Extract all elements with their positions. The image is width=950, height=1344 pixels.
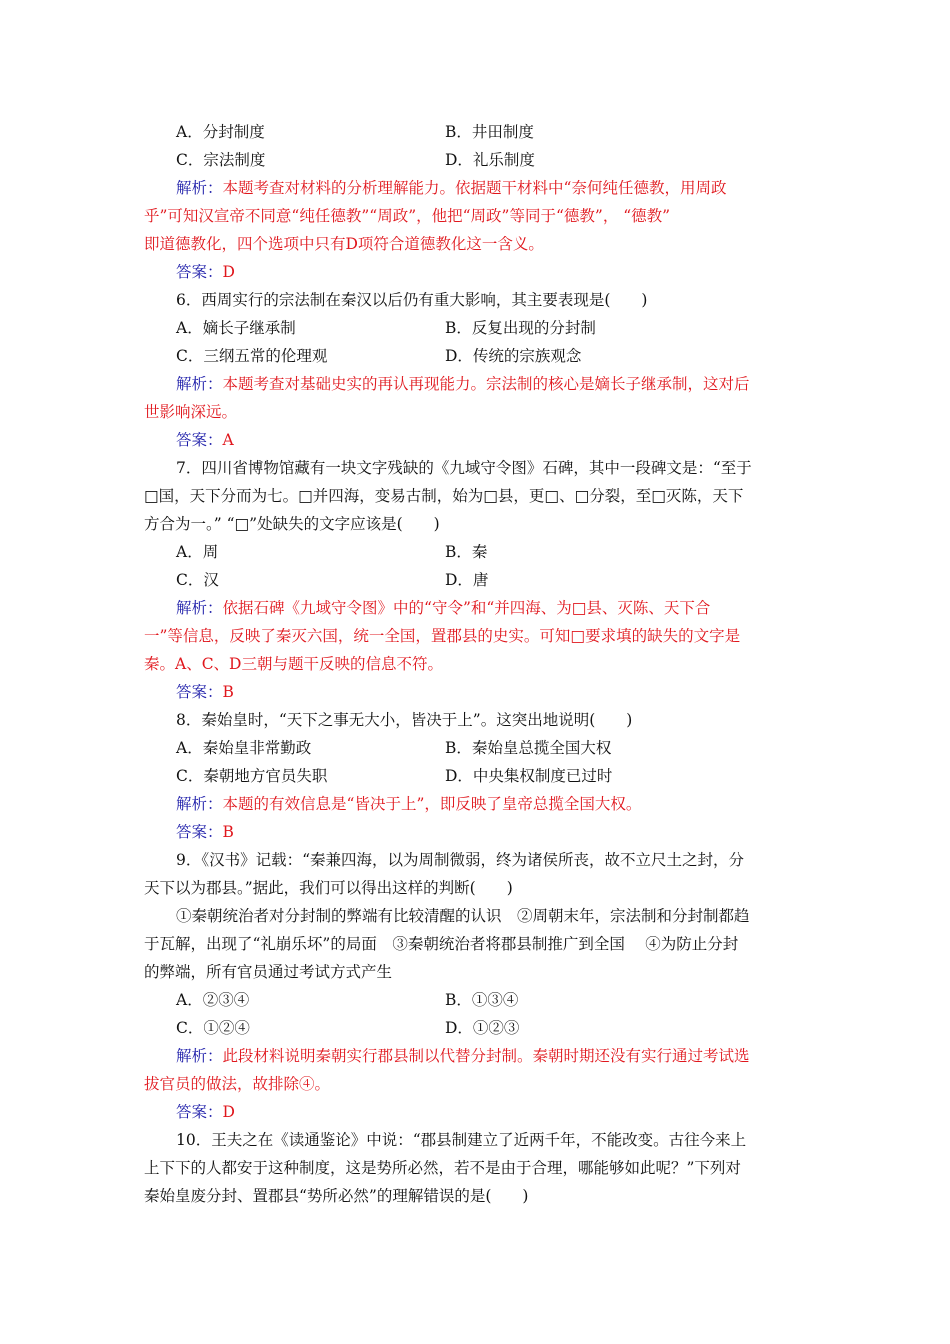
q9-option-c: C．①②④	[176, 1019, 250, 1037]
q9-option-b: B．①③④	[445, 991, 519, 1009]
q6-answer-label: 答案：	[176, 431, 223, 449]
q8-options-row-1	[0, 734, 950, 762]
q8-answer-value: B	[222, 823, 234, 841]
q9-items-line-2	[0, 930, 950, 958]
q8-option-d: D．中央集权制度已过时	[445, 767, 613, 785]
q9-options-row-2	[0, 1014, 950, 1042]
q6-options-row-2	[0, 342, 950, 370]
q8-analysis-text: 本题的有效信息是“皆决于上”，即反映了皇帝总揽全国大权。	[222, 795, 642, 813]
q9-items-text: 的弊端，所有官员通过考试方式产生	[144, 963, 393, 981]
q6-analysis-line-1	[0, 370, 950, 398]
q7-analysis-text: 秦。A、C、D三朝与题干反映的信息不符。	[144, 655, 443, 673]
q5-analysis-text: 乎”可知汉宣帝不同意“纯任德教”“周政”，他把“周政”等同于“德教”， “德教”	[144, 207, 671, 225]
q8-answer-label: 答案：	[176, 823, 223, 841]
q6-analysis-text: 本题考查对基础史实的再认再现能力。宗法制的核心是嫡长子继承制，这对后	[222, 375, 750, 393]
q7-analysis-text: 一”等信息，反映了秦灭六国，统一全国，置郡县的史实。可知□要求填的缺失的文字是	[144, 627, 741, 645]
q5-answer-label: 答案：	[176, 263, 223, 281]
q5-analysis-text: 本题考查对材料的分析理解能力。依据题干材料中“奈何纯任德教，用周政	[222, 179, 727, 197]
q10-stem-line-2	[0, 1154, 950, 1182]
q5-option-c: C．宗法制度	[176, 151, 266, 169]
q9-analysis-line-2	[0, 1070, 950, 1098]
q9-items-text: 于瓦解，出现了“礼崩乐坏”的局面 ③秦朝统治者将郡县制推广到全国 ④为防止分封	[144, 935, 739, 953]
q6-option-c: C．三纲五常的伦理观	[176, 347, 328, 365]
q8-analysis-label: 解析：	[176, 795, 223, 813]
q7-analysis-line-2	[0, 622, 950, 650]
q9-items-line-3	[0, 958, 950, 986]
q10-stem-line-3	[0, 1182, 950, 1210]
q7-options-row-1	[0, 538, 950, 566]
q6-answer-value: A	[222, 431, 234, 449]
q6-analysis-line-2	[0, 398, 950, 426]
q9-option-a: A．②③④	[176, 991, 250, 1009]
q9-answer-value: D	[222, 1103, 235, 1121]
q9-stem-text: 9．《汉书》记载：“秦兼四海，以为周制微弱，终为诸侯所丧，故不立尺土之封，分	[176, 851, 745, 869]
q9-stem-line-2	[0, 874, 950, 902]
q7-stem-text: 方合为一。” “□”处缺失的文字应该是( )	[144, 515, 440, 533]
q7-analysis-text: 依据石碑《九域守令图》中的“守令”和“并四海、为□县、灭陈、天下合	[222, 599, 711, 617]
q5-options-row-1	[0, 118, 950, 146]
q5-answer-value: D	[222, 263, 235, 281]
q8-stem-text: 8．秦始皇时，“天下之事无大小，皆决于上”。这突出地说明( )	[176, 711, 633, 729]
q6-analysis-text: 世影响深远。	[144, 403, 238, 421]
q6-option-b: B．反复出现的分封制	[445, 319, 596, 337]
q6-stem-text: 6．西周实行的宗法制在秦汉以后仍有重大影响，其主要表现是( )	[176, 291, 648, 309]
q5-answer	[0, 258, 950, 286]
q7-option-a: A．周	[176, 543, 219, 561]
q5-analysis-line-1	[0, 174, 950, 202]
q7-analysis-line-3	[0, 650, 950, 678]
q7-stem-text: 7．四川省博物馆藏有一块文字残缺的《九域守令图》石碑，其中一段碑文是：“至于	[176, 459, 752, 477]
q10-stem-text: 上下下的人都安于这种制度，这是势所必然，若不是由于合理，哪能够如此呢？”下列对	[144, 1159, 741, 1177]
q5-analysis-line-2	[0, 202, 950, 230]
q7-option-c: C．汉	[176, 571, 219, 589]
q5-analysis-line-3	[0, 230, 950, 258]
q5-options-row-2	[0, 146, 950, 174]
q6-option-a: A．嫡长子继承制	[176, 319, 296, 337]
q6-stem	[0, 286, 950, 314]
q9-analysis-line-1	[0, 1042, 950, 1070]
q7-analysis-label: 解析：	[176, 599, 223, 617]
q5-analysis-label: 解析：	[176, 179, 223, 197]
q7-stem-line-1	[0, 454, 950, 482]
q8-option-b: B．秦始皇总揽全国大权	[445, 739, 612, 757]
q10-stem-text: 10．王夫之在《读通鉴论》中说：“郡县制建立了近两千年，不能改变。古往今来上	[176, 1131, 747, 1149]
q8-option-a: A．秦始皇非常勤政	[176, 739, 312, 757]
q8-option-c: C．秦朝地方官员失职	[176, 767, 328, 785]
q8-stem	[0, 706, 950, 734]
q5-option-a: A．分封制度	[176, 123, 265, 141]
q9-analysis-text: 此段材料说明秦朝实行郡县制以代替分封制。秦朝时期还没有实行通过考试选	[222, 1047, 750, 1065]
q9-items-line-1	[0, 902, 950, 930]
q6-answer	[0, 426, 950, 454]
q7-analysis-line-1	[0, 594, 950, 622]
q9-items-text: ①秦朝统治者对分封制的弊端有比较清醒的认识 ②周朝末年，宗法制和分封制都趋	[176, 907, 750, 925]
q10-stem-text: 秦始皇废分封、置郡县“势所必然”的理解错误的是( )	[144, 1187, 529, 1205]
q8-analysis-line-1	[0, 790, 950, 818]
q9-answer-label: 答案：	[176, 1103, 223, 1121]
q7-answer	[0, 678, 950, 706]
q9-option-d: D．①②③	[445, 1019, 520, 1037]
q5-option-b: B．井田制度	[445, 123, 534, 141]
q7-answer-value: B	[222, 683, 234, 701]
q6-options-row-1	[0, 314, 950, 342]
q9-options-row-1	[0, 986, 950, 1014]
q9-answer	[0, 1098, 950, 1126]
q7-stem-line-2	[0, 482, 950, 510]
q9-analysis-label: 解析：	[176, 1047, 223, 1065]
q8-options-row-2	[0, 762, 950, 790]
q9-analysis-text: 拔官员的做法，故排除④。	[144, 1075, 331, 1093]
q5-option-d: D．礼乐制度	[445, 151, 535, 169]
q6-analysis-label: 解析：	[176, 375, 223, 393]
q7-option-d: D．唐	[445, 571, 489, 589]
q7-option-b: B．秦	[445, 543, 488, 561]
q9-stem-line-1	[0, 846, 950, 874]
q7-options-row-2	[0, 566, 950, 594]
q7-stem-line-3	[0, 510, 950, 538]
q8-answer	[0, 818, 950, 846]
q9-stem-text: 天下以为郡县。”据此，我们可以得出这样的判断( )	[144, 879, 513, 897]
q7-stem-text: □国，天下分而为七。□并四海，变易古制，始为□县，更□、□分裂，至□灭陈，天下	[144, 487, 744, 505]
q10-stem-line-1	[0, 1126, 950, 1154]
q7-answer-label: 答案：	[176, 683, 223, 701]
q6-option-d: D．传统的宗族观念	[445, 347, 582, 365]
q5-analysis-text: 即道德教化，四个选项中只有D项符合道德教化这一含义。	[144, 235, 544, 253]
